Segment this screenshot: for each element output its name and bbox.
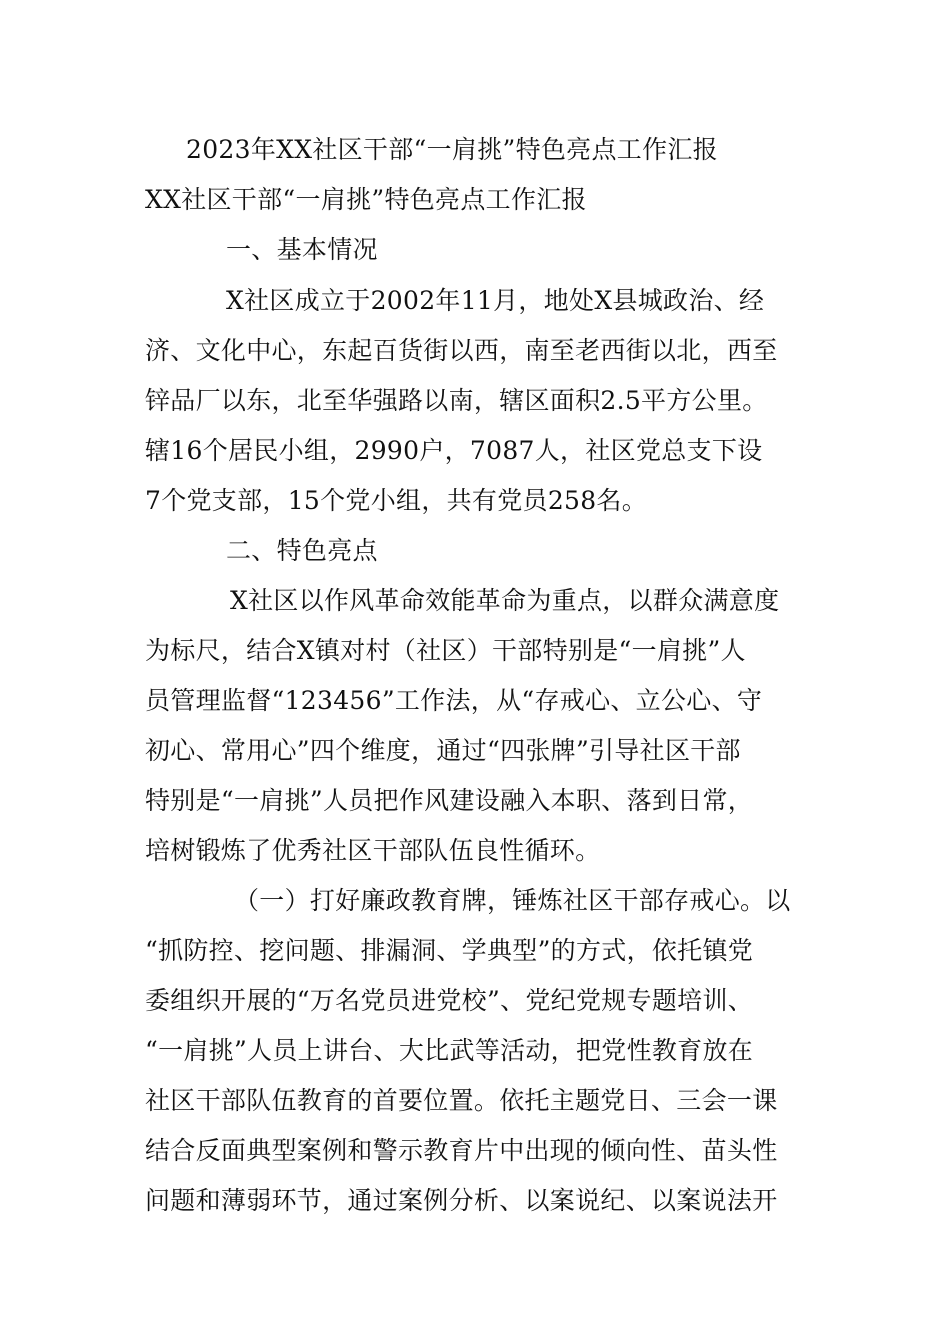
section-heading-highlights: 二、特色亮点: [226, 536, 378, 565]
paragraph-line: “抓防控、挖问题、排漏洞、学典型”的方式，依托镇党: [145, 936, 754, 965]
paragraph-line: X社区以作风革命效能革命为重点，以群众满意度: [230, 586, 780, 615]
paragraph-line: 辖16个居民小组，2990户，7087人，社区党总支下设: [145, 436, 763, 465]
paragraph-line: 培树锻炼了优秀社区干部队伍良性循环。: [145, 836, 601, 865]
section-heading-basic-info: 一、基本情况: [226, 235, 378, 264]
paragraph-line: 委组织开展的“万名党员进党校”、党纪党规专题培训、: [145, 986, 754, 1015]
paragraph-line: 特别是“一肩挑”人员把作风建设融入本职、落到日常，: [145, 786, 754, 815]
paragraph-line: 员管理监督“123456”工作法，从“存戒心、立公心、守: [145, 686, 763, 715]
paragraph-line: 问题和薄弱环节，通过案例分析、以案说纪、以案说法开: [145, 1186, 778, 1215]
paragraph-line: 为标尺，结合X镇对村（社区）干部特别是“一肩挑”人: [145, 636, 746, 665]
paragraph-line: 7个党支部，15个党小组，共有党员258名。: [145, 486, 648, 515]
document-subtitle: XX社区干部“一肩挑”特色亮点工作汇报: [145, 185, 587, 214]
paragraph-line: X社区成立于2002年11月，地处X县城政治、经: [226, 286, 765, 315]
paragraph-line: “一肩挑”人员上讲台、大比武等活动，把党性教育放在: [145, 1036, 754, 1065]
paragraph-line: 初心、常用心”四个维度，通过“四张牌”引导社区干部: [145, 736, 741, 765]
paragraph-line: 济、文化中心，东起百货街以西，南至老西街以北，西至: [145, 336, 778, 365]
paragraph-line: 结合反面典型案例和警示教育片中出现的倾向性、苗头性: [145, 1136, 778, 1165]
paragraph-line: 社区干部队伍教育的首要位置。依托主题党日、三会一课: [145, 1086, 778, 1115]
subsection-heading-line: （一）打好廉政教育牌，锤炼社区干部存戒心。以: [234, 886, 791, 915]
document-title: 2023年XX社区干部“一肩挑”特色亮点工作汇报: [186, 135, 718, 164]
paragraph-line: 锌品厂以东，北至华强路以南，辖区面积2.5平方公里。: [145, 386, 768, 415]
